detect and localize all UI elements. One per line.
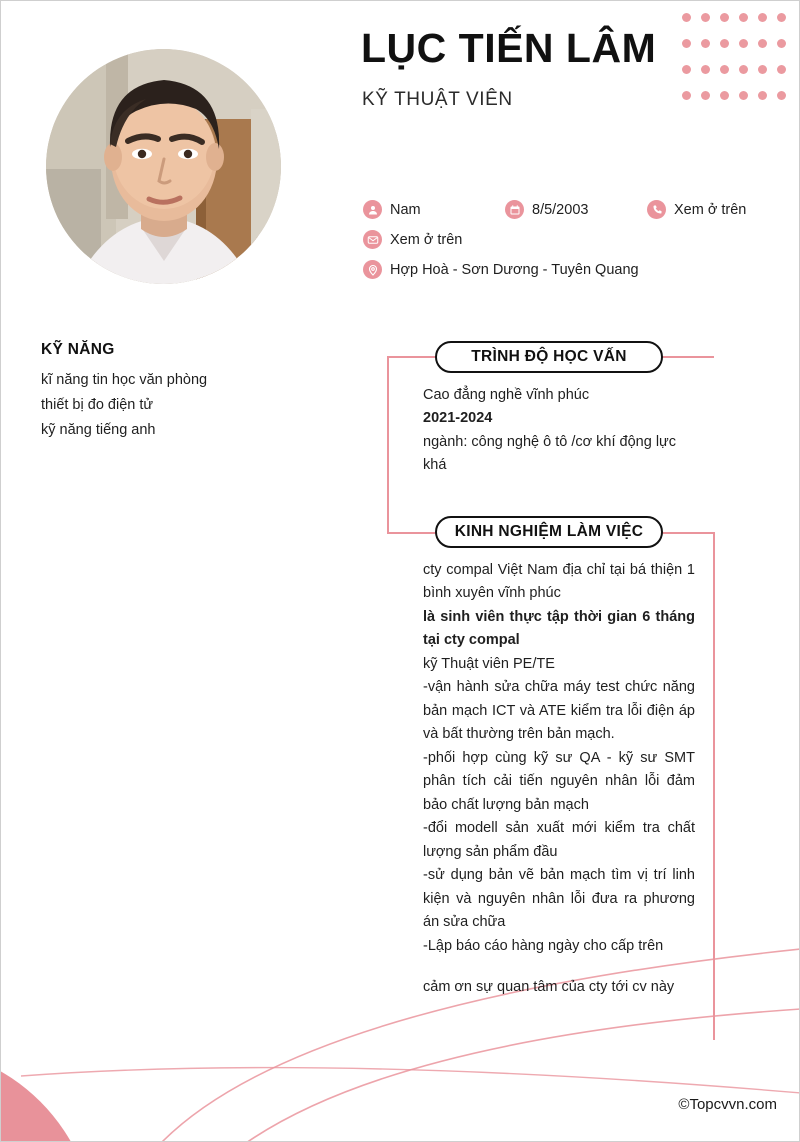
contact-row (363, 260, 793, 279)
education-heading: TRÌNH ĐỘ HỌC VẤN (435, 341, 663, 373)
contact-gender-value: Nam (390, 201, 421, 218)
contact-address-value: Hợp Hoà - Sơn Dương - Tuyên Quang (390, 261, 639, 278)
calendar-icon (505, 200, 524, 219)
experience-bracket-line (661, 532, 715, 534)
contact-gender (363, 200, 505, 219)
education-line: ngành: công nghệ ô tô /cơ khí động lực (423, 433, 676, 450)
dot-icon (701, 91, 710, 100)
contact-email-value: Xem ở trên (390, 231, 463, 248)
dot-icon (682, 39, 691, 48)
experience-line: -vận hành sửa chữa máy test chức năng bản mạch ICT và ATE kiểm tra lỗi điện áp và bất thường trên bản mạch. (423, 679, 695, 743)
education-line: 2021-2024 (423, 410, 493, 427)
education-bracket-line (661, 356, 714, 358)
dot-icon (758, 91, 767, 100)
experience-line: -sử dụng bản vẽ bản mạch tìm vị trí linh kiện và nguyên nhân lỗi đưa ra phương án sửa chữa (423, 867, 695, 931)
profile-photo (46, 49, 281, 284)
dot-icon (720, 39, 729, 48)
envelope-icon (363, 230, 382, 249)
dot-icon (720, 91, 729, 100)
experience-bracket-line (713, 532, 715, 1040)
dot-icon (739, 65, 748, 74)
contact-phone (647, 200, 746, 219)
dot-icon (739, 39, 748, 48)
job-title: KỸ THUẬT VIÊN (362, 89, 513, 110)
dot-icon (777, 39, 786, 48)
dot-icon (777, 91, 786, 100)
person-icon (363, 200, 382, 219)
skill-item: thiết bị đo điện tử (41, 397, 154, 414)
education-body (423, 384, 695, 478)
dot-icon (682, 91, 691, 100)
education-line: khá (423, 457, 447, 474)
education-line: Cao đẳng nghề vĩnh phúc (423, 387, 590, 403)
contact-row (363, 200, 793, 219)
dot-icon (701, 65, 710, 74)
skill-item: kĩ năng tin học văn phòng (41, 372, 208, 388)
contact-row (363, 230, 793, 249)
footer-credit: ©Topcvvn.com (678, 1096, 777, 1113)
dot-icon (739, 13, 748, 22)
experience-line: -phối hợp cùng kỹ sư QA - kỹ sư SMT phân tích cải tiến nguyên nhân lỗi đảm bảo chất lượng bản mạch (423, 749, 695, 813)
education-bracket-line (387, 356, 437, 358)
dot-icon (777, 13, 786, 22)
dot-icon (758, 13, 767, 22)
dot-icon (701, 39, 710, 48)
dot-icon (720, 13, 729, 22)
skill-item: kỹ năng tiếng anh (41, 422, 156, 439)
experience-line: cty compal Việt Nam địa chỉ tại bá thiện 1 bình xuyên vĩnh phúc (423, 562, 695, 602)
skills-heading: KỸ NĂNG (41, 341, 115, 358)
contact-phone-value: Xem ở trên (674, 201, 747, 218)
experience-line: -đổi modell sản xuất mới kiểm tra chất lượng sản phẩm đầu (423, 820, 695, 860)
phone-icon (647, 200, 666, 219)
corner-blob-decoration (0, 1046, 96, 1142)
experience-spacer (423, 958, 695, 976)
contact-email (363, 230, 462, 249)
dot-icon (720, 65, 729, 74)
experience-line: là sinh viên thực tập thời gian 6 tháng tại cty compal (423, 608, 695, 649)
dot-icon (739, 91, 748, 100)
education-bracket-line (387, 356, 389, 534)
dot-icon (701, 13, 710, 22)
page-title: LỤC TIẾN LÂM (361, 25, 657, 71)
dot-grid-decoration (682, 13, 796, 117)
experience-heading: KINH NGHIỆM LÀM VIỆC (435, 516, 663, 548)
dot-icon (682, 65, 691, 74)
experience-line: -Lập báo cáo hàng ngày cho cấp trên (423, 937, 664, 954)
dot-icon (758, 39, 767, 48)
experience-line: cảm ơn sự quan tâm của cty tới cv này (423, 979, 675, 996)
dot-icon (682, 13, 691, 22)
experience-bracket-line (387, 532, 437, 534)
contact-dob (505, 200, 647, 219)
location-pin-icon (363, 260, 382, 279)
skills-section (41, 341, 341, 446)
experience-body (423, 559, 695, 1000)
dot-icon (758, 65, 767, 74)
contact-address (363, 260, 639, 279)
contact-dob-value: 8/5/2003 (532, 201, 589, 218)
experience-line: kỹ Thuật viên PE/TE (423, 655, 555, 672)
contact-block (363, 200, 793, 290)
dot-icon (777, 65, 786, 74)
